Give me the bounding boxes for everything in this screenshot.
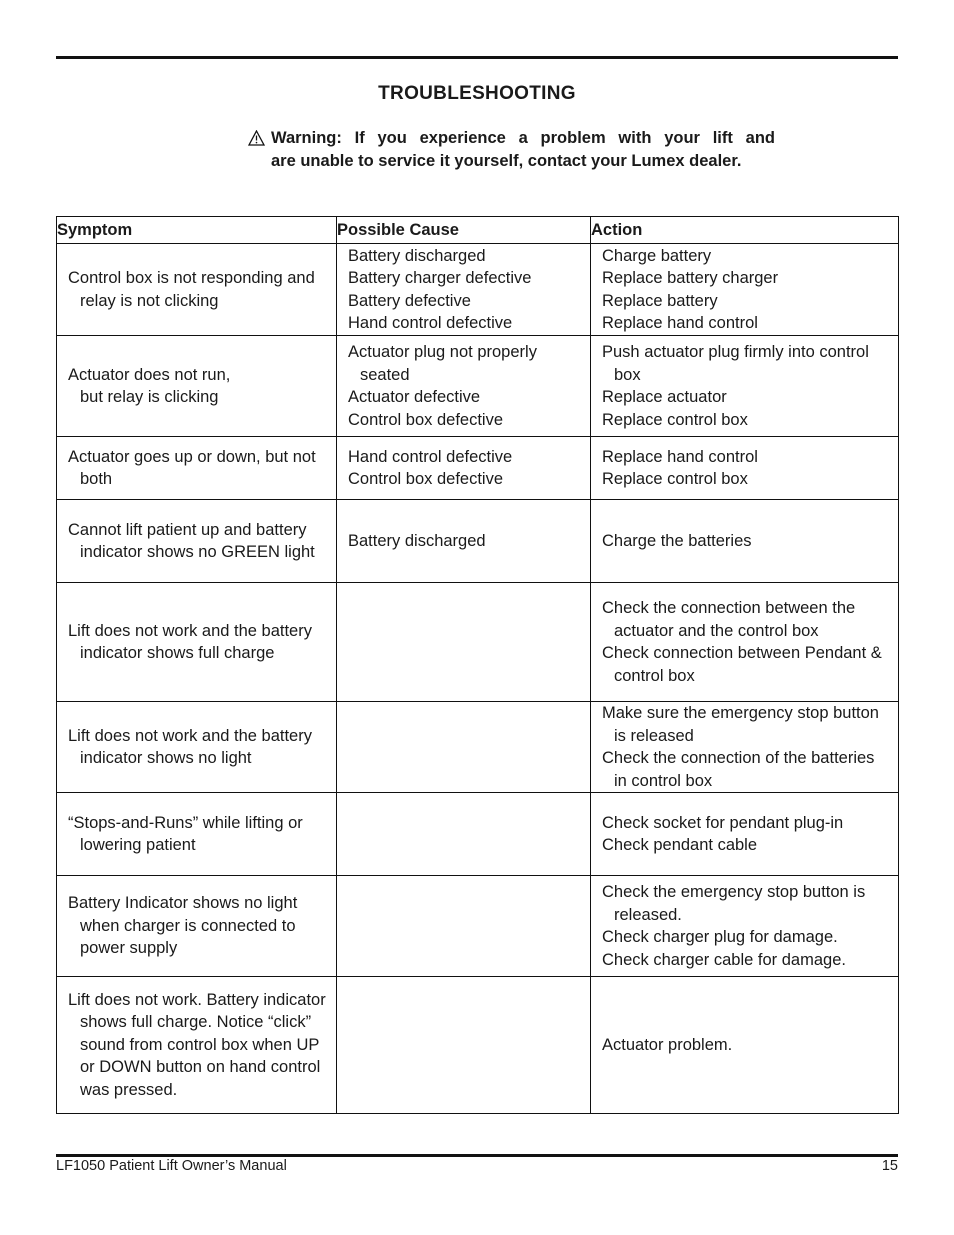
action-line: Check the connection between the [602, 599, 856, 617]
action-line: control box [614, 666, 695, 685]
action-line: is released [614, 726, 694, 745]
action-line: Replace control box [602, 470, 748, 488]
cause-line: Battery charger defective [348, 269, 532, 287]
action-line: Replace battery [602, 291, 718, 310]
header-symptom: Symptom [57, 217, 337, 244]
action-line: Check pendant cable [602, 836, 758, 854]
page-number: 15 [881, 1158, 898, 1174]
symptom-text [57, 620, 336, 665]
symptom-line: indicator shows no light [80, 749, 252, 767]
action-line: Replace actuator [602, 388, 727, 406]
cause-text [337, 341, 590, 431]
table-row [57, 793, 899, 876]
action-text [591, 597, 898, 687]
cell-symptom [57, 583, 337, 702]
cell-action [591, 583, 899, 702]
cell-cause [337, 876, 591, 977]
action-line: released. [614, 905, 682, 924]
cell-cause [337, 702, 591, 793]
cell-symptom [57, 244, 337, 336]
action-line: Check socket for pendant plug-in [602, 813, 844, 832]
action-line: Replace hand control [602, 314, 758, 332]
cell-cause [337, 583, 591, 702]
symptom-line: shows full charge. Notice “click” [80, 1013, 312, 1032]
cell-action [591, 977, 899, 1114]
symptom-line: Lift does not work and the battery [68, 726, 312, 745]
cause-text [337, 446, 590, 491]
action-text [591, 245, 898, 335]
cause-line: Actuator plug not properly [348, 343, 537, 361]
table-row [57, 500, 899, 583]
table-row [57, 702, 899, 793]
symptom-line: or DOWN button on hand control [80, 1058, 321, 1077]
action-line: Replace control box [602, 410, 748, 429]
cause-line: Hand control defective [348, 447, 513, 466]
cell-action [591, 244, 899, 336]
cell-action [591, 876, 899, 977]
table-header-row [57, 217, 899, 244]
action-line: Actuator problem. [602, 1035, 733, 1054]
action-line: Check charger plug for damage. [602, 928, 838, 946]
cell-action [591, 500, 899, 583]
cause-line: seated [360, 365, 410, 384]
action-line: box [614, 365, 641, 384]
action-line: Check the emergency stop button is [602, 883, 866, 901]
warning-text-line-1: Warning: If you experience a problem with your lift and [271, 129, 775, 147]
cell-action [591, 336, 899, 437]
action-line: Check the connection of the batteries [602, 749, 875, 767]
cell-symptom [57, 702, 337, 793]
warning-text-line-2: are unable to service it yourself, contact your Lumex dealer. [271, 152, 742, 170]
symptom-line: Actuator goes up or down, but not [68, 447, 316, 466]
cell-action [591, 793, 899, 876]
cell-symptom [57, 437, 337, 500]
action-text [591, 530, 898, 553]
cell-cause [337, 244, 591, 336]
top-rule [56, 56, 898, 59]
cell-cause [337, 336, 591, 437]
action-line: Replace hand control [602, 447, 758, 466]
action-text [591, 446, 898, 491]
cause-line: Hand control defective [348, 314, 513, 332]
action-line: Replace battery charger [602, 269, 779, 287]
symptom-text [57, 989, 336, 1102]
action-line: Check charger cable for damage. [602, 950, 846, 969]
symptom-line: indicator shows no GREEN light [80, 543, 315, 561]
symptom-line: lowering patient [80, 836, 196, 854]
action-line: Make sure the emergency stop button [602, 704, 879, 722]
cell-action [591, 437, 899, 500]
cell-action [591, 702, 899, 793]
cause-line: Control box defective [348, 410, 504, 429]
symptom-line: Lift does not work and the battery [68, 621, 312, 640]
cell-cause [337, 500, 591, 583]
symptom-line: was pressed. [80, 1080, 178, 1099]
action-text [591, 702, 898, 792]
symptom-line: power supply [80, 939, 178, 958]
action-text [591, 881, 898, 971]
action-text [591, 1034, 898, 1057]
cause-line: Battery discharged [348, 246, 486, 265]
symptom-text [57, 519, 336, 564]
symptom-line: both [80, 470, 113, 488]
table-row [57, 583, 899, 702]
symptom-line: sound from control box when UP [80, 1035, 320, 1054]
cause-text [337, 245, 590, 335]
symptom-line: Battery Indicator shows no light [68, 894, 298, 913]
cell-cause [337, 437, 591, 500]
action-text [591, 341, 898, 431]
action-text [591, 812, 898, 857]
action-line: Charge battery [602, 246, 712, 265]
cause-line: Actuator defective [348, 388, 481, 406]
symptom-line: when charger is connected to [80, 916, 296, 935]
symptom-line: indicator shows full charge [80, 644, 275, 662]
table-row [57, 437, 899, 500]
action-line: Charge the batteries [602, 531, 752, 550]
symptom-line: “Stops-and-Runs” while lifting or [68, 813, 303, 832]
cause-line: Battery discharged [348, 531, 486, 550]
action-line: Push actuator plug firmly into control [602, 343, 869, 361]
symptom-line: Lift does not work. Battery indicator [68, 990, 326, 1009]
warning-triangle-icon [248, 130, 265, 146]
symptom-text [57, 892, 336, 960]
cause-line: Control box defective [348, 470, 504, 488]
footer-rule [56, 1154, 898, 1157]
symptom-line: but relay is clicking [80, 388, 219, 406]
symptom-line: relay is not clicking [80, 291, 219, 310]
cell-symptom [57, 500, 337, 583]
cell-symptom [57, 793, 337, 876]
cause-line: Battery defective [348, 291, 471, 310]
cell-cause [337, 793, 591, 876]
table-row [57, 876, 899, 977]
symptom-text [57, 267, 336, 312]
page-title: TROUBLESHOOTING [378, 83, 576, 104]
symptom-line: Actuator does not run, [68, 365, 231, 384]
cell-cause [337, 977, 591, 1114]
action-line: Check connection between Pendant & [602, 644, 882, 662]
action-line: in control box [614, 771, 713, 790]
symptom-text [57, 812, 336, 857]
footer-manual-title: LF1050 Patient Lift Owner’s Manual [56, 1158, 287, 1174]
table-row [57, 977, 899, 1114]
symptom-text [57, 364, 336, 409]
table-row [57, 336, 899, 437]
action-line: actuator and the control box [614, 621, 819, 640]
cell-symptom [57, 977, 337, 1114]
symptom-text [57, 446, 336, 491]
cause-text [337, 530, 590, 553]
cell-symptom [57, 336, 337, 437]
symptom-text [57, 725, 336, 770]
symptom-line: Cannot lift patient up and battery [68, 520, 307, 539]
cell-symptom [57, 876, 337, 977]
troubleshooting-table [56, 216, 899, 1114]
header-action: Action [591, 217, 899, 244]
symptom-line: Control box is not responding and [68, 269, 315, 287]
table-row [57, 244, 899, 336]
header-possible-cause: Possible Cause [337, 217, 591, 244]
